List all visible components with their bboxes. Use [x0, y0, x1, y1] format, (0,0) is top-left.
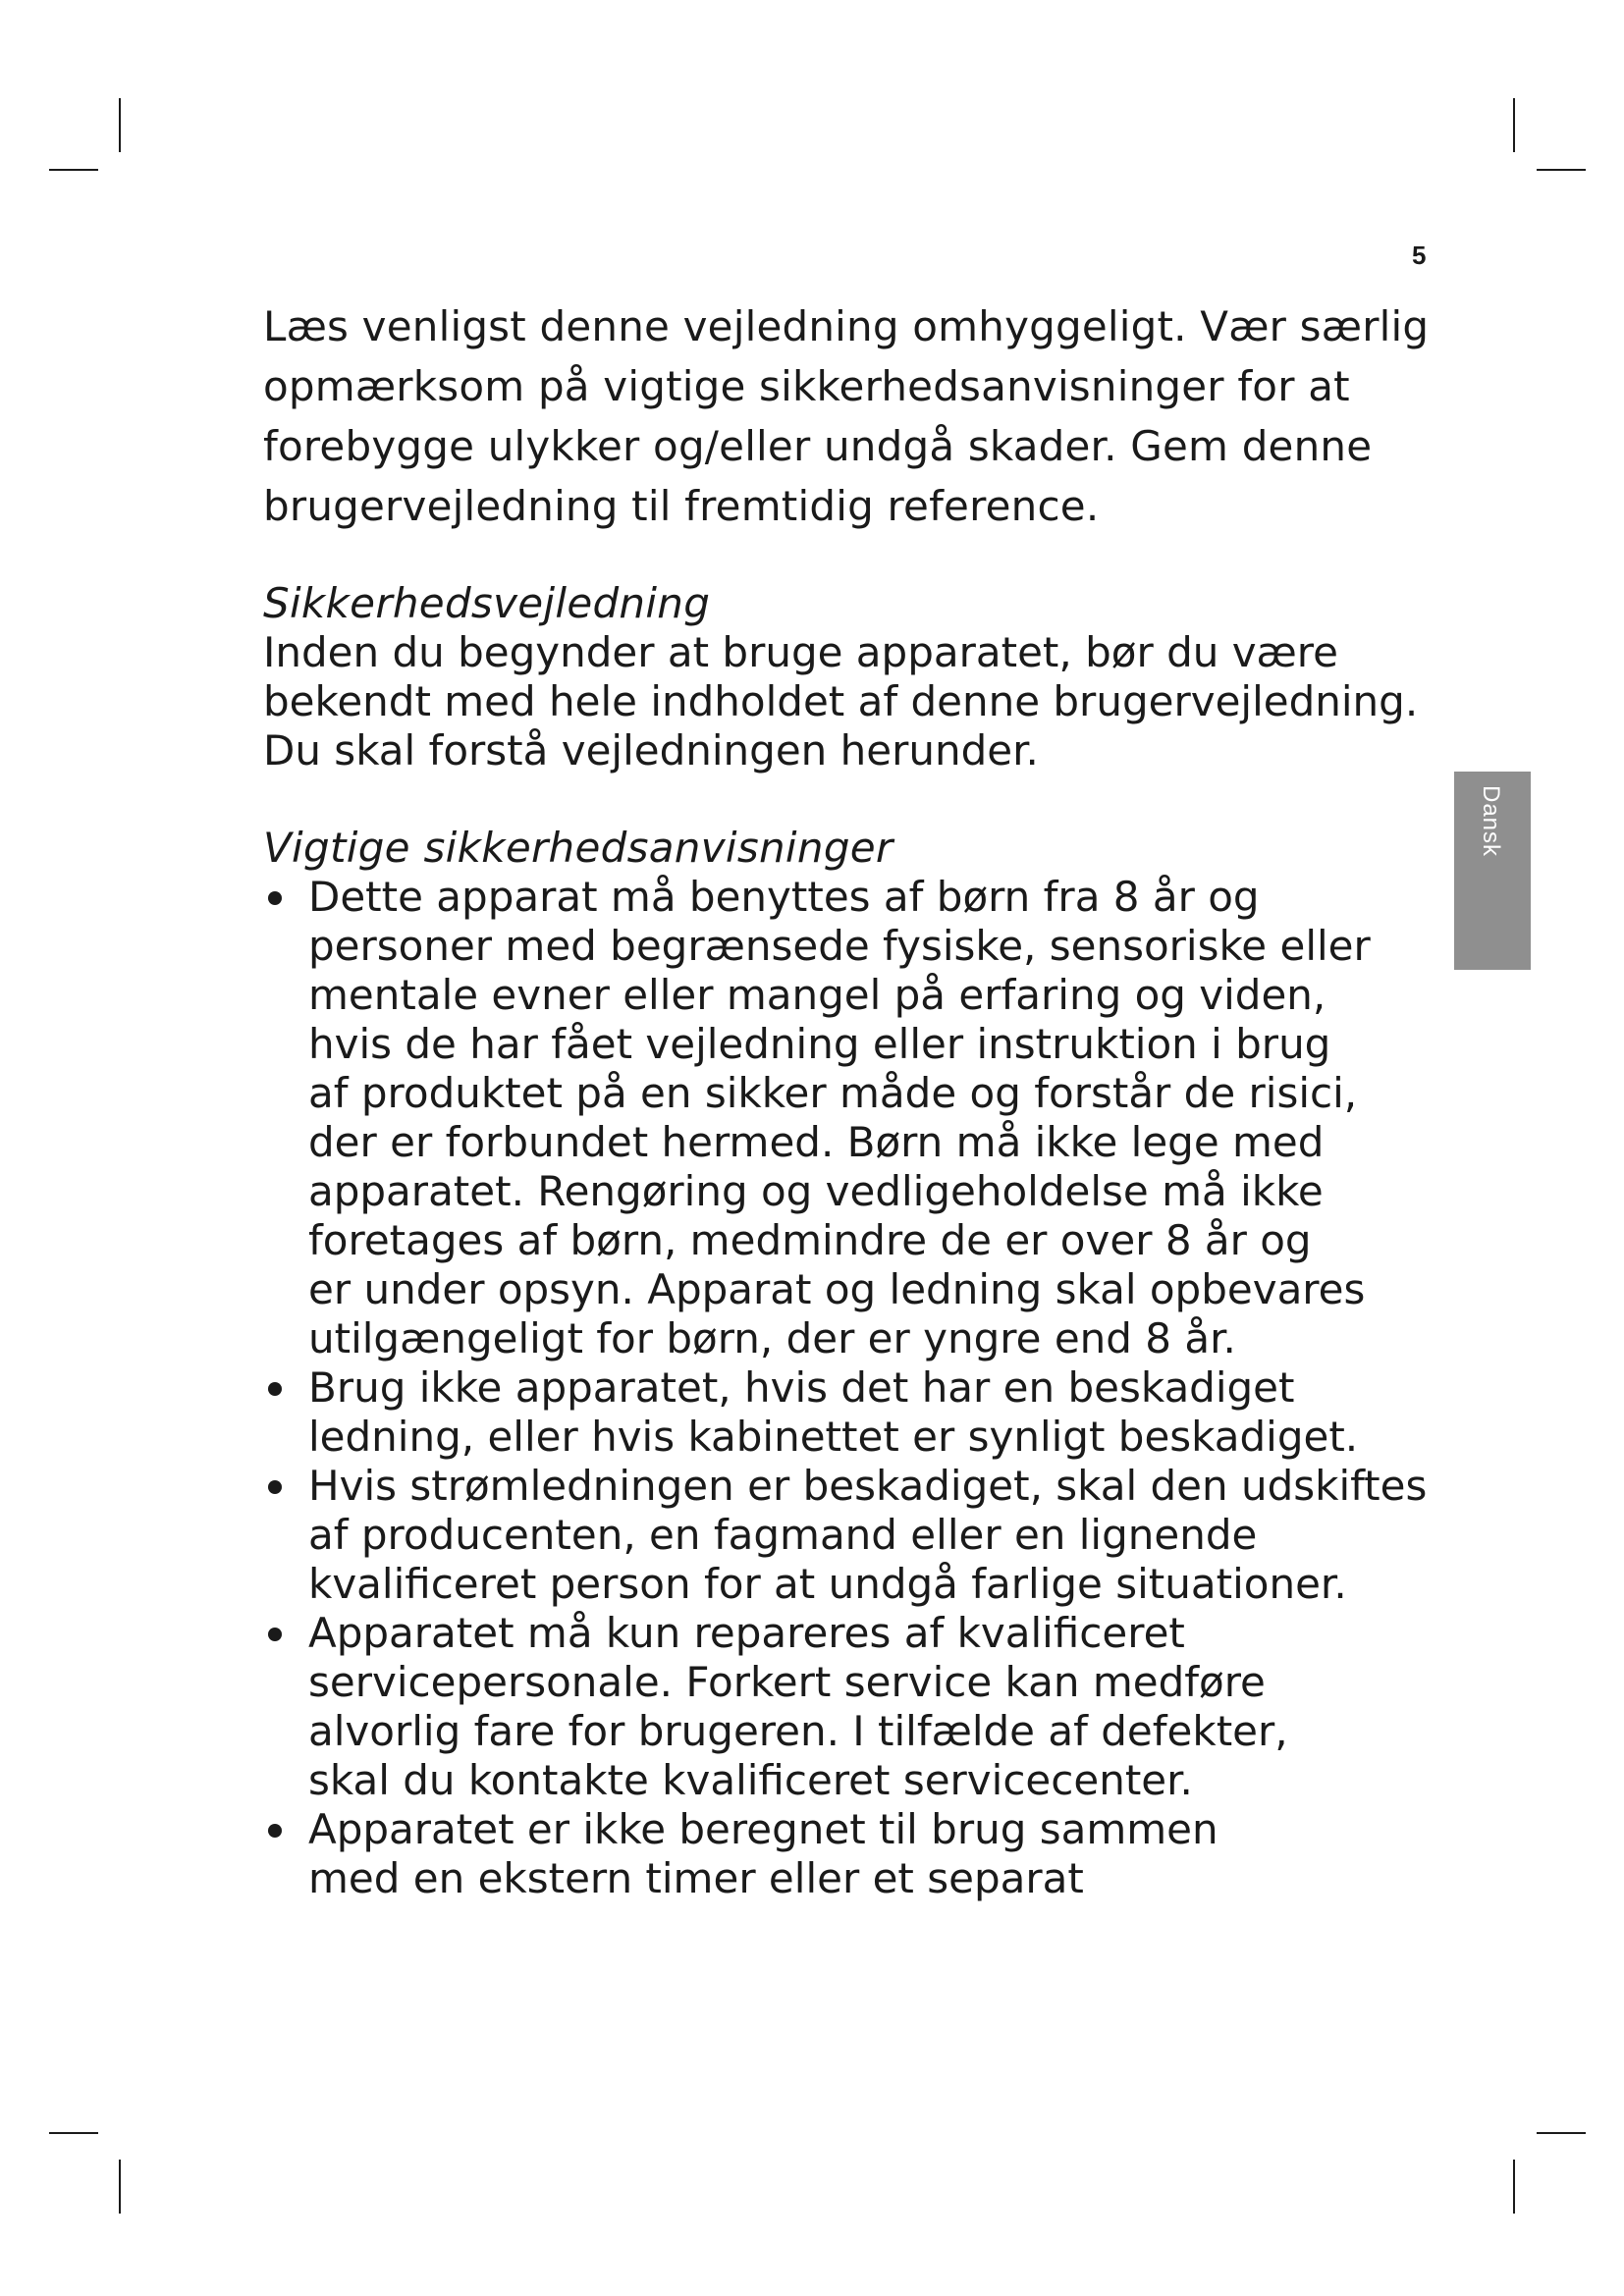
- list-item-line: alvorlig fare for brugeren. I tilfælde af defekter,: [308, 1707, 1288, 1755]
- list-item-line: skal du kontakte kvalificeret servicecenter.: [308, 1756, 1193, 1804]
- list-item-line: af produktet på en sikker måde og forstår de risici,: [308, 1069, 1358, 1117]
- intro-paragraph: [263, 296, 1430, 536]
- important-instructions-heading: Vigtige sikkerhedsanvisninger: [263, 824, 893, 872]
- crop-mark: [49, 2132, 98, 2134]
- list-item-line: apparatet. Rengøring og vedligeholdelse må ikke: [308, 1167, 1324, 1215]
- bullet-icon: [268, 1824, 282, 1838]
- crop-mark: [119, 2160, 121, 2214]
- intro-line: forebygge ulykker og/eller undgå skader. Gem denne: [263, 422, 1373, 470]
- list-item-line: kvalificeret person for at undgå farlige situationer.: [308, 1560, 1347, 1608]
- list-item-line: servicepersonale. Forkert service kan medføre: [308, 1658, 1266, 1706]
- list-item: [263, 1805, 1402, 1903]
- list-item-line: ledning, eller hvis kabinettet er synligt beskadiget.: [308, 1413, 1359, 1461]
- bullet-icon: [268, 891, 282, 905]
- bullet-icon: [268, 1628, 282, 1641]
- list-item-line: der er forbundet hermed. Børn må ikke lege med: [308, 1118, 1325, 1166]
- list-item-line: Brug ikke apparatet, hvis det har en beskadiget: [308, 1363, 1295, 1412]
- list-item-line: er under opsyn. Apparat og ledning skal opbevares: [308, 1265, 1366, 1313]
- bullet-icon: [268, 1480, 282, 1494]
- list-item-line: af producenten, en fagmand eller en lignende: [308, 1511, 1258, 1559]
- crop-mark: [1513, 2160, 1515, 2214]
- crop-mark: [1513, 98, 1515, 152]
- document-body: [263, 296, 1430, 1903]
- list-item-line: Dette apparat må benyttes af børn fra 8 år og: [308, 873, 1260, 921]
- list-item-line: med en ekstern timer eller et separat: [308, 1854, 1084, 1902]
- safety-guide-line: Inden du begynder at bruge apparatet, bør du være: [263, 628, 1338, 676]
- safety-guide-heading: Sikkerhedsvejledning: [263, 579, 711, 627]
- list-item-line: hvis de har fået vejledning eller instruktion i brug: [308, 1020, 1331, 1068]
- intro-line: brugervejledning til fremtidig reference.: [263, 482, 1100, 530]
- list-item-line: Hvis strømledningen er beskadiget, skal den udskiftes: [308, 1462, 1428, 1510]
- intro-line: opmærksom på vigtige sikkerhedsanvisninger for at: [263, 362, 1350, 410]
- list-item-line: Apparatet må kun repareres af kvalificeret: [308, 1609, 1185, 1657]
- list-item: [263, 1462, 1428, 1609]
- list-item-line: Apparatet er ikke beregnet til brug sammen: [308, 1805, 1218, 1853]
- crop-mark: [119, 98, 121, 152]
- crop-mark: [1537, 2132, 1586, 2134]
- list-item-line: mentale evner eller mangel på erfaring og viden,: [308, 971, 1326, 1019]
- safety-guide-line: bekendt med hele indholdet af denne brugervejledning.: [263, 677, 1419, 725]
- list-item-line: personer med begrænsede fysiske, sensoriske eller: [308, 922, 1371, 970]
- intro-line: Læs venligst denne vejledning omhyggeligt. Vær særlig: [263, 302, 1430, 350]
- list-item: [263, 1363, 1402, 1462]
- bullet-icon: [268, 1382, 282, 1396]
- list-item: [263, 873, 1402, 1363]
- important-instructions-list: [263, 873, 1428, 1903]
- crop-mark: [1537, 169, 1586, 171]
- page-number: 5: [1412, 240, 1427, 270]
- safety-guide-line: Du skal forstå vejledningen herunder.: [263, 726, 1039, 774]
- list-item: [263, 1609, 1402, 1805]
- language-tab: [1454, 772, 1531, 970]
- safety-guide-paragraph: [263, 628, 1419, 775]
- list-item-line: utilgængeligt for børn, der er yngre end 8 år.: [308, 1314, 1236, 1362]
- list-item-line: foretages af børn, medmindre de er over 8 år og: [308, 1216, 1312, 1264]
- language-tab-label: Dansk: [1478, 785, 1504, 858]
- crop-mark: [49, 169, 98, 171]
